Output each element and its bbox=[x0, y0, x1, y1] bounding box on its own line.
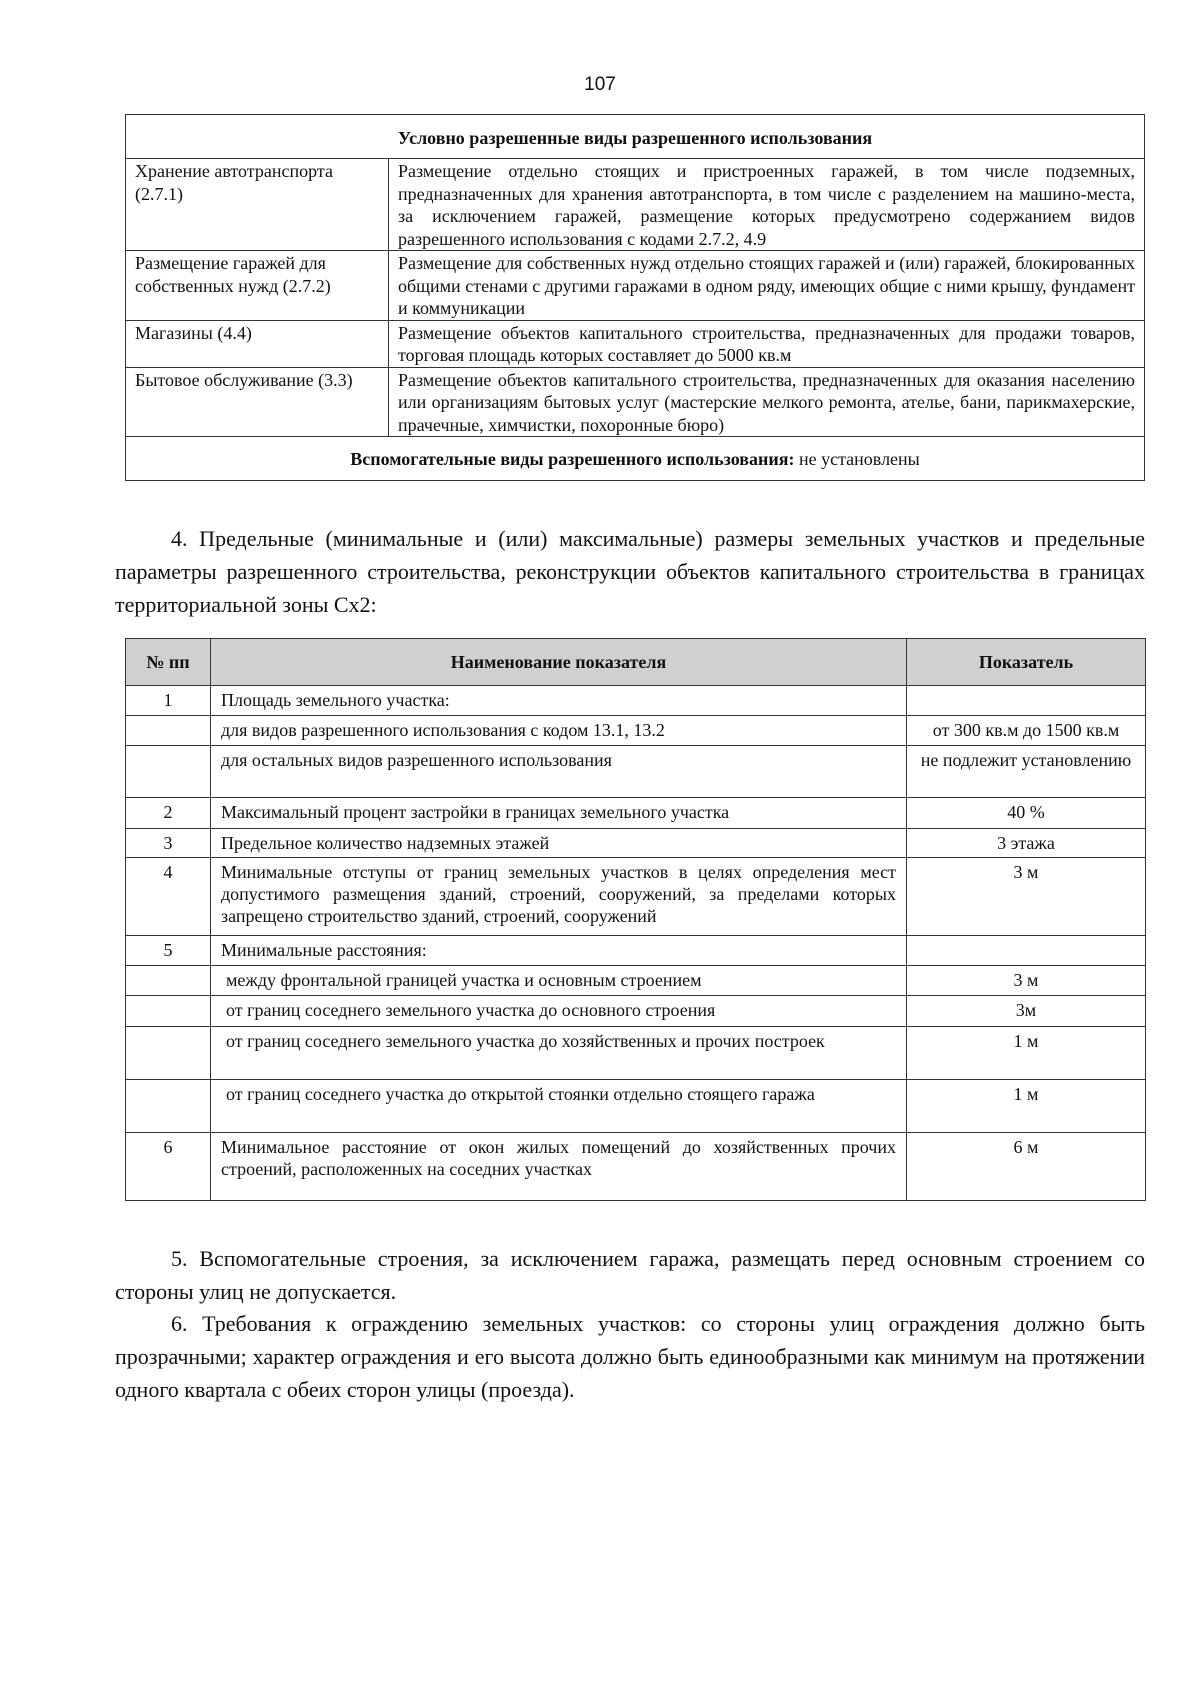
use-type-description: Размещение для собственных нужд отдельно стоящих гаражей и (или) гаражей, блокированных общими стенами с другими гаражами в одном ряду, имеющих общие с ними крышу, фундамент и коммуникации bbox=[389, 251, 1145, 321]
paragraph-6: 6. Требования к ограждению земельных участков: со стороны улиц ограждения должно быть прозрачными; характер ограждения и его высота должно быть единообразными как минимум на протяжении одного квартала с обеих сторон улицы (проезда). bbox=[115, 1311, 1145, 1402]
auxiliary-uses-label: Вспомогательные виды разрешенного использования: bbox=[350, 448, 795, 469]
table-header-row bbox=[126, 639, 1146, 686]
use-type-description: Размещение отдельно стоящих и пристроенных гаражей, в том числе подземных, предназначенных для хранения автотранспорта, в том числе с разделением на машино-места, за исключением гаражей, размещение которых предусмотрено содержанием видов разрешенного использования с кодами 2.7.2, 4.9 bbox=[389, 159, 1145, 251]
row-number: 6 bbox=[126, 1133, 211, 1201]
row-number bbox=[126, 1080, 211, 1133]
indicator-value bbox=[907, 686, 1146, 716]
indicator-name: от границ соседнего земельного участка до хозяйственных и прочих построек bbox=[211, 1027, 907, 1080]
table-row bbox=[126, 858, 1146, 936]
row-number: 2 bbox=[126, 798, 211, 829]
table-row bbox=[126, 798, 1146, 829]
auxiliary-uses-value: не установлены bbox=[794, 448, 920, 469]
indicator-name: для видов разрешенного использования с кодом 13.1, 13.2 bbox=[211, 716, 907, 746]
indicator-value: 1 м bbox=[907, 1027, 1146, 1080]
use-type-name: Размещение гаражей для собственных нужд (2.7.2) bbox=[126, 251, 389, 321]
row-number: 3 bbox=[126, 829, 211, 858]
parameters-table bbox=[125, 638, 1146, 1201]
indicator-value: 1 м bbox=[907, 1080, 1146, 1133]
table-row bbox=[126, 746, 1146, 798]
indicator-name: Минимальное расстояние от окон жилых помещений до хозяйственных прочих строений, расположенных на соседних участках bbox=[211, 1133, 907, 1201]
indicator-value: 3 м bbox=[907, 858, 1146, 936]
row-number bbox=[126, 746, 211, 798]
column-header-name: Наименование показателя bbox=[211, 639, 907, 686]
row-number bbox=[126, 1027, 211, 1080]
table-row bbox=[126, 320, 1145, 367]
indicator-name: между фронтальной границей участка и основным строением bbox=[211, 966, 907, 996]
table-row bbox=[126, 686, 1146, 716]
indicator-name: Минимальные расстояния: bbox=[211, 936, 907, 966]
indicator-value: от 300 кв.м до 1500 кв.м bbox=[907, 716, 1146, 746]
use-type-description: Размещение объектов капитального строительства, предназначенных для оказания населению или организациям бытовых услуг (мастерские мелкого ремонта, ателье, бани, парикмахерские, прачечные, химчистки, похоронные бюро) bbox=[389, 367, 1145, 437]
row-number: 5 bbox=[126, 936, 211, 966]
indicator-value: 6 м bbox=[907, 1133, 1146, 1201]
table-footer-row bbox=[126, 437, 1145, 481]
column-header-num: № пп bbox=[126, 639, 211, 686]
indicator-name: для остальных видов разрешенного использования bbox=[211, 746, 907, 798]
table-row bbox=[126, 936, 1146, 966]
indicator-value: не подлежит установлению bbox=[907, 746, 1146, 798]
paragraph-5: 5. Вспомогательные строения, за исключением гаража, размещать перед основным строением со стороны улиц не допускается. bbox=[115, 1246, 1145, 1304]
table-row bbox=[126, 251, 1145, 321]
indicator-value: 3 м bbox=[907, 966, 1146, 996]
use-type-name: Хранение автотранспорта (2.7.1) bbox=[126, 159, 389, 251]
use-type-name: Магазины (4.4) bbox=[126, 320, 389, 367]
table-row bbox=[126, 966, 1146, 996]
table-row bbox=[126, 159, 1145, 251]
use-type-description: Размещение объектов капитального строительства, предназначенных для продажи товаров, торговая площадь которых составляет до 5000 кв.м bbox=[389, 320, 1145, 367]
indicator-name: Минимальные отступы от границ земельных участков в целях определения мест допустимого размещения зданий, строений, сооружений, за пределами которых запрещено строительство зданий, строений, сооружений bbox=[211, 858, 907, 936]
table-row bbox=[126, 367, 1145, 437]
row-number bbox=[126, 996, 211, 1027]
conditional-use-table bbox=[125, 114, 1145, 481]
table-row bbox=[126, 996, 1146, 1027]
indicator-name: от границ соседнего земельного участка до основного строения bbox=[211, 996, 907, 1027]
indicator-value: 3м bbox=[907, 996, 1146, 1027]
use-type-name: Бытовое обслуживание (3.3) bbox=[126, 367, 389, 437]
table-row bbox=[126, 829, 1146, 858]
indicator-name: Площадь земельного участка: bbox=[211, 686, 907, 716]
page-number: 107 bbox=[584, 74, 616, 95]
paragraph-4: 4. Предельные (минимальные и (или) максимальные) размеры земельных участков и предельные параметры разрешенного строительства, реконструкции объектов капитального строительства в границах территориальной зоны Сх2: bbox=[115, 526, 1145, 617]
row-number bbox=[126, 966, 211, 996]
indicator-value bbox=[907, 936, 1146, 966]
row-number: 1 bbox=[126, 686, 211, 716]
table-row bbox=[126, 1027, 1146, 1080]
column-header-value: Показатель bbox=[907, 639, 1146, 686]
indicator-name: Предельное количество надземных этажей bbox=[211, 829, 907, 858]
table-row bbox=[126, 1133, 1146, 1201]
indicator-value: 3 этажа bbox=[907, 829, 1146, 858]
indicator-value: 40 % bbox=[907, 798, 1146, 829]
table-caption: Условно разрешенные виды разрешенного использования bbox=[126, 115, 1145, 159]
table-row bbox=[126, 1080, 1146, 1133]
indicator-name: от границ соседнего участка до открытой стоянки отдельно стоящего гаража bbox=[211, 1080, 907, 1133]
row-number bbox=[126, 716, 211, 746]
indicator-name: Максимальный процент застройки в границах земельного участка bbox=[211, 798, 907, 829]
row-number: 4 bbox=[126, 858, 211, 936]
auxiliary-uses-note bbox=[126, 437, 1145, 481]
table-caption-row bbox=[126, 115, 1145, 159]
table-row bbox=[126, 716, 1146, 746]
